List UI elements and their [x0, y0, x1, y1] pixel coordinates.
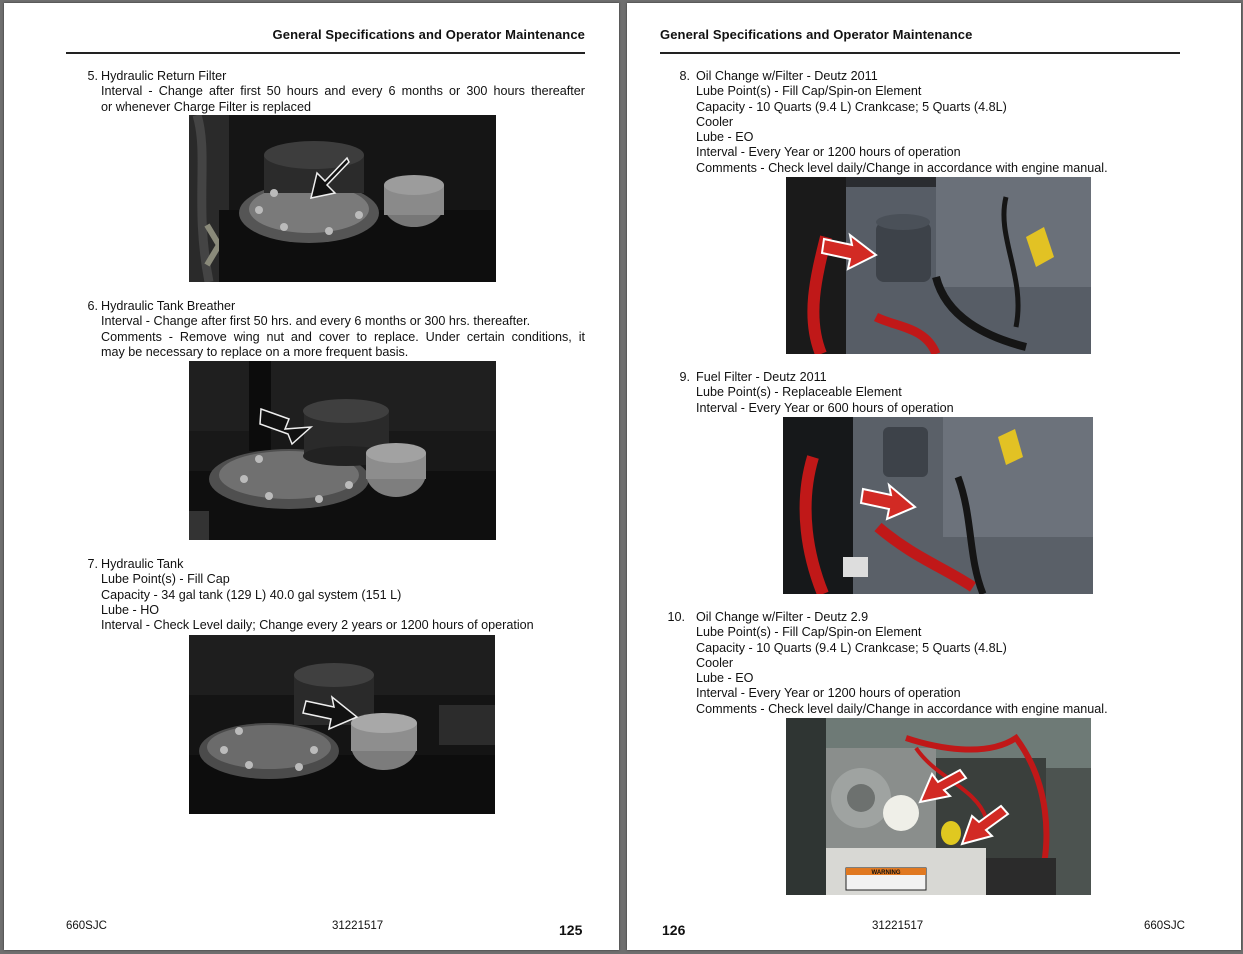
item-title: Oil Change w/Filter - Deutz 2011 [696, 69, 878, 83]
item-line: Comments - Remove wing nut and cover to replace. Under certain conditions, it [101, 329, 585, 344]
header-rule [66, 52, 585, 54]
footer-doc-number: 31221517 [332, 920, 384, 932]
item-line: Lube - HO [101, 602, 160, 617]
item-line: Capacity - 34 gal tank (129 L) 40.0 gal system (151 L) [101, 587, 402, 602]
hydraulic-tank-photo [189, 635, 495, 814]
footer-model: 660SJC [1144, 920, 1185, 932]
item-line: Interval - Every Year or 1200 hours of operation [696, 686, 961, 701]
item-line: Interval - Change after first 50 hrs. and every 6 months or 300 hrs. thereafter. [101, 314, 531, 329]
item-line: Interval - Check Level daily; Change every 2 years or 1200 hours of operation [101, 618, 534, 633]
item-line: may be necessary to replace on a more frequent basis. [101, 344, 409, 359]
item-number: 5. [87, 69, 98, 83]
item-line: Comments - Check level daily/Change in accordance with engine manual. [696, 160, 1108, 175]
item-line: Interval - Every Year or 1200 hours of operation [696, 145, 961, 160]
footer-doc-number: 31221517 [872, 920, 924, 932]
item-line: Lube - EO [696, 671, 754, 686]
item-line: Comments - Check level daily/Change in accordance with engine manual. [696, 701, 1108, 716]
item-title: Hydraulic Tank [101, 557, 184, 571]
footer-model: 660SJC [66, 920, 107, 932]
item-line: Cooler [696, 655, 734, 670]
item-line: Lube - EO [696, 130, 754, 145]
page-header-title: General Specifications and Operator Maintenance [660, 27, 973, 42]
right-page [627, 3, 1241, 950]
warning-label: WARNING [871, 870, 901, 876]
item-line: Lube Point(s) - Fill Cap/Spin-on Element [696, 84, 922, 99]
item-line: Interval - Change after first 50 hours and every 6 months or 300 hours thereafter [101, 84, 585, 99]
left-page [4, 3, 619, 950]
page-header-title: General Specifications and Operator Maintenance [272, 27, 585, 42]
fuel-filter-deutz-2011-photo [783, 417, 1093, 594]
hydraulic-tank-breather-photo [189, 361, 496, 540]
item-number: 7. [87, 557, 98, 571]
item-line: or whenever Charge Filter is replaced [101, 99, 311, 114]
footer-page-number: 126 [662, 922, 686, 938]
item-line: Lube Point(s) - Fill Cap [101, 572, 230, 587]
item-line: Capacity - 10 Quarts (9.4 L) Crankcase; 5 Quarts (4.8L) [696, 640, 1007, 655]
oil-change-deutz-2-9-photo [786, 718, 1091, 895]
item-number: 8. [679, 69, 690, 83]
footer-page-number: 125 [559, 922, 583, 938]
item-title: Hydraulic Return Filter [101, 69, 227, 83]
item-line: Lube Point(s) - Fill Cap/Spin-on Element [696, 625, 922, 640]
oil-change-deutz-2011-photo [786, 177, 1091, 354]
item-title: Hydraulic Tank Breather [101, 299, 236, 313]
item-number: 6. [87, 299, 98, 313]
item-line: Interval - Every Year or 600 hours of operation [696, 400, 954, 415]
item-title: Oil Change w/Filter - Deutz 2.9 [696, 610, 869, 624]
item-number: 10. [667, 610, 685, 624]
item-line: Lube Point(s) - Replaceable Element [696, 385, 902, 400]
item-title: Fuel Filter - Deutz 2011 [696, 370, 827, 384]
hydraulic-return-filter-photo [189, 115, 496, 282]
item-line: Cooler [696, 114, 734, 129]
item-line: Capacity - 10 Quarts (9.4 L) Crankcase; 5 Quarts (4.8L) [696, 99, 1007, 114]
item-number: 9. [679, 370, 690, 384]
header-rule [660, 52, 1180, 54]
